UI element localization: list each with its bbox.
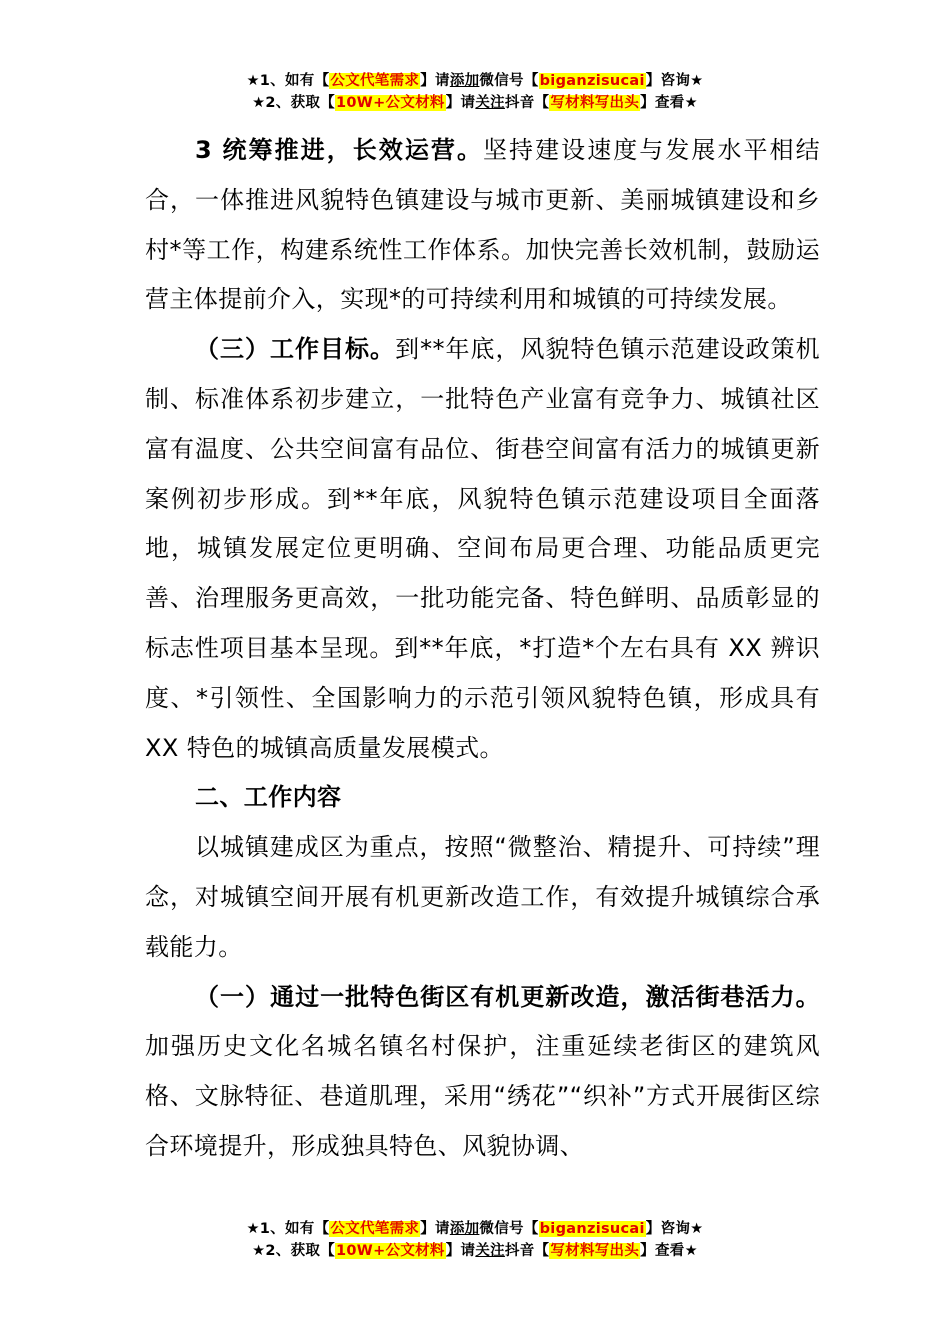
banner-emphasis: 添加 [449,1221,480,1237]
paragraph-text: 以城镇建成区为重点，按照“微整治、精提升、可持续”理念，对城镇空间开展有机更新改造工作，有效提升城镇综合承载能力。 [145,833,820,961]
banner-text: 】查看★ [640,95,698,111]
paragraph-2 [145,325,820,773]
banner-text: 抖音【 [504,1243,550,1259]
banner-text: 】查看★ [640,1243,698,1259]
banner-highlight: 10W+公文材料 [336,1243,445,1259]
banner-text: 】请 [445,95,476,111]
banner-line-2 [0,92,950,114]
banner-emphasis: 关注 [475,95,505,111]
banner-text: 抖音【 [504,95,550,111]
banner-highlight: 写材料写出头 [550,1243,640,1259]
banner-text: 】请 [445,1243,476,1259]
paragraph-3 [145,823,820,972]
banner-highlight: biganzisucai [539,1221,645,1237]
banner-text: 】请 [420,73,450,89]
banner-text: 】咨询★ [645,1221,704,1237]
banner-text: 微信号【 [479,1221,539,1237]
banner-text: ★1、如有【 [246,1221,330,1237]
banner-emphasis: 添加 [449,73,480,89]
banner-text: 】请 [420,1221,450,1237]
banner-text: 】咨询★ [645,73,704,89]
paragraph-text: 坚持建设速度与发展水平相结合，一体推进风貌特色镇建设与城市更新、美丽城镇建设和乡村*等工作，构建系统性工作体系。加快完善长效机制，鼓励运营主体提前介入，实现*的可持续利用和城镇的可持续发展。 [145,136,820,314]
banner-line-1 [0,70,950,92]
banner-text: ★1、如有【 [246,73,330,89]
paragraph-text: 加强历史文化名城名镇名村保护，注重延续老街区的建筑风格、文脉特征、巷道肌理，采用“绣花”“织补”方式开展街区综合环境提升，形成独具特色、风貌协调、 [145,1032,820,1160]
banner-highlight: 公文代笔需求 [330,1221,420,1237]
banner-line-1 [0,1218,950,1240]
top-banner [0,70,950,114]
paragraph-heading: （三）工作目标。 [195,335,396,364]
banner-line-2 [0,1240,950,1262]
banner-highlight: 10W+公文材料 [336,95,445,111]
paragraph-1 [145,126,820,325]
banner-emphasis: 关注 [475,1243,505,1259]
document-body [145,126,820,1172]
paragraph-4 [145,973,820,1172]
paragraph-heading: 3 统筹推进，长效运营。 [195,136,483,164]
banner-text: ★2、获取【 [252,95,335,111]
banner-text: 微信号【 [479,73,539,89]
banner-highlight: biganzisucai [539,73,645,89]
bottom-banner [0,1218,950,1262]
banner-highlight: 写材料写出头 [550,95,640,111]
paragraph-heading: （一）通过一批特色街区有机更新改造，激活街巷活力。 [195,982,820,1011]
section-title: 二、工作内容 [195,783,342,812]
banner-text: ★2、获取【 [252,1243,335,1259]
banner-highlight: 公文代笔需求 [330,73,420,89]
paragraph-text: 到**年底，风貌特色镇示范建设政策机制、标准体系初步建立，一批特色产业富有竞争力、城镇社区富有温度、公共空间富有品位、街巷空间富有活力的城镇更新案例初步形成。到**年底，风貌特色镇示范建设项目全面落地，城镇发展定位更明确、空间布局更合理、功能品质更完善、治理服务更高效，一批功能完备、特色鲜明、品质彰显的标志性项目基本呈现。到**年底，*打造*个左右具有 XX 辨识度、*引领性、全国影响力的示范引领风貌特色镇，形成具有 XX 特色的城镇高质量发展模式。 [145,335,821,762]
